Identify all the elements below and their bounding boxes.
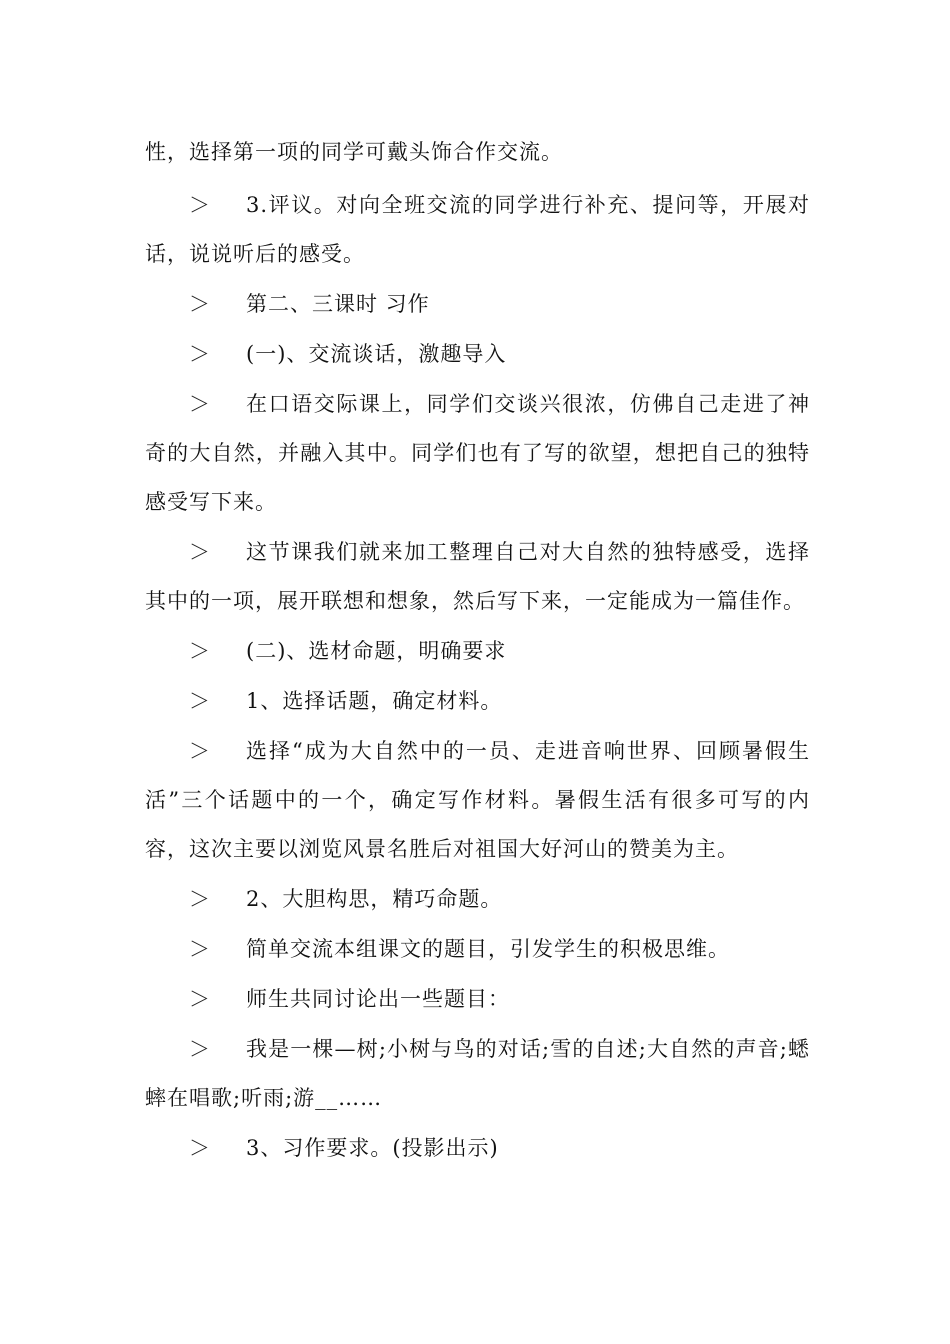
paragraph <box>145 1124 810 1173</box>
bullet-marker: ＞ <box>189 987 211 1011</box>
paragraph-text: 3、习作要求。(投影出示) <box>246 1136 499 1160</box>
paragraph-text: 师生共同讨论出一些题目： <box>246 987 510 1011</box>
paragraph-text: 这节课我们就来加工整理自己对大自然的独特感受，选择其中的一项，展开联想和想象，然后写下来，一定能成为一篇佳作。 <box>145 540 810 613</box>
paragraph-text: 1、选择话题，确定材料。 <box>246 689 503 713</box>
document-body <box>145 128 810 1173</box>
paragraph <box>145 975 810 1024</box>
paragraph <box>145 627 810 676</box>
bullet-marker: ＞ <box>189 392 211 416</box>
bullet-marker: ＞ <box>189 639 211 663</box>
bullet-marker: ＞ <box>189 342 211 366</box>
bullet-marker: ＞ <box>189 540 211 564</box>
paragraph <box>145 727 810 874</box>
subsection-heading: (一)、交流谈话，激趣导入 <box>246 342 507 366</box>
bullet-marker: ＞ <box>189 739 211 763</box>
paragraph <box>145 528 810 626</box>
paragraph <box>145 330 810 379</box>
subsection-heading: (二)、选材命题，明确要求 <box>246 639 507 663</box>
paragraph <box>145 875 810 924</box>
paragraph-text: 选择“成为大自然中的一员、走进音响世界、回顾暑假生活”三个话题中的一个，确定写作材料。暑假生活有很多可写的内容，这次主要以浏览风景名胜后对祖国大好河山的赞美为主。 <box>145 739 810 861</box>
paragraph-text: 简单交流本组课文的题目，引发学生的积极思维。 <box>246 937 730 961</box>
paragraph <box>145 181 810 279</box>
paragraph <box>145 128 810 177</box>
paragraph-text: 在口语交际课上，同学们交谈兴很浓，仿佛自己走进了神奇的大自然，并融入其中。同学们也有了写的欲望，想把自己的独特感受写下来。 <box>145 392 810 514</box>
bullet-marker: ＞ <box>189 689 211 713</box>
paragraph <box>145 925 810 974</box>
paragraph-text: 2、大胆构思，精巧命题。 <box>246 887 503 911</box>
paragraph-text: 3.评议。对向全班交流的同学进行补充、提问等，开展对话，说说听后的感受。 <box>145 193 810 266</box>
bullet-marker: ＞ <box>189 1136 211 1160</box>
bullet-marker: ＞ <box>189 193 211 217</box>
paragraph-text: 我是一棵—树;小树与鸟的对话;雪的自述;大自然的声音;蟋蟀在唱歌;听雨;游__…… <box>145 1037 810 1110</box>
bullet-marker: ＞ <box>189 937 211 961</box>
bullet-marker: ＞ <box>189 887 211 911</box>
bullet-marker: ＞ <box>189 292 211 316</box>
paragraph-text: 性，选择第一项的同学可戴头饰合作交流。 <box>145 140 563 164</box>
section-heading: 第二、三课时 习作 <box>246 292 430 316</box>
paragraph <box>145 677 810 726</box>
paragraph <box>145 280 810 329</box>
paragraph <box>145 1025 810 1123</box>
bullet-marker: ＞ <box>189 1037 211 1061</box>
paragraph <box>145 380 810 527</box>
